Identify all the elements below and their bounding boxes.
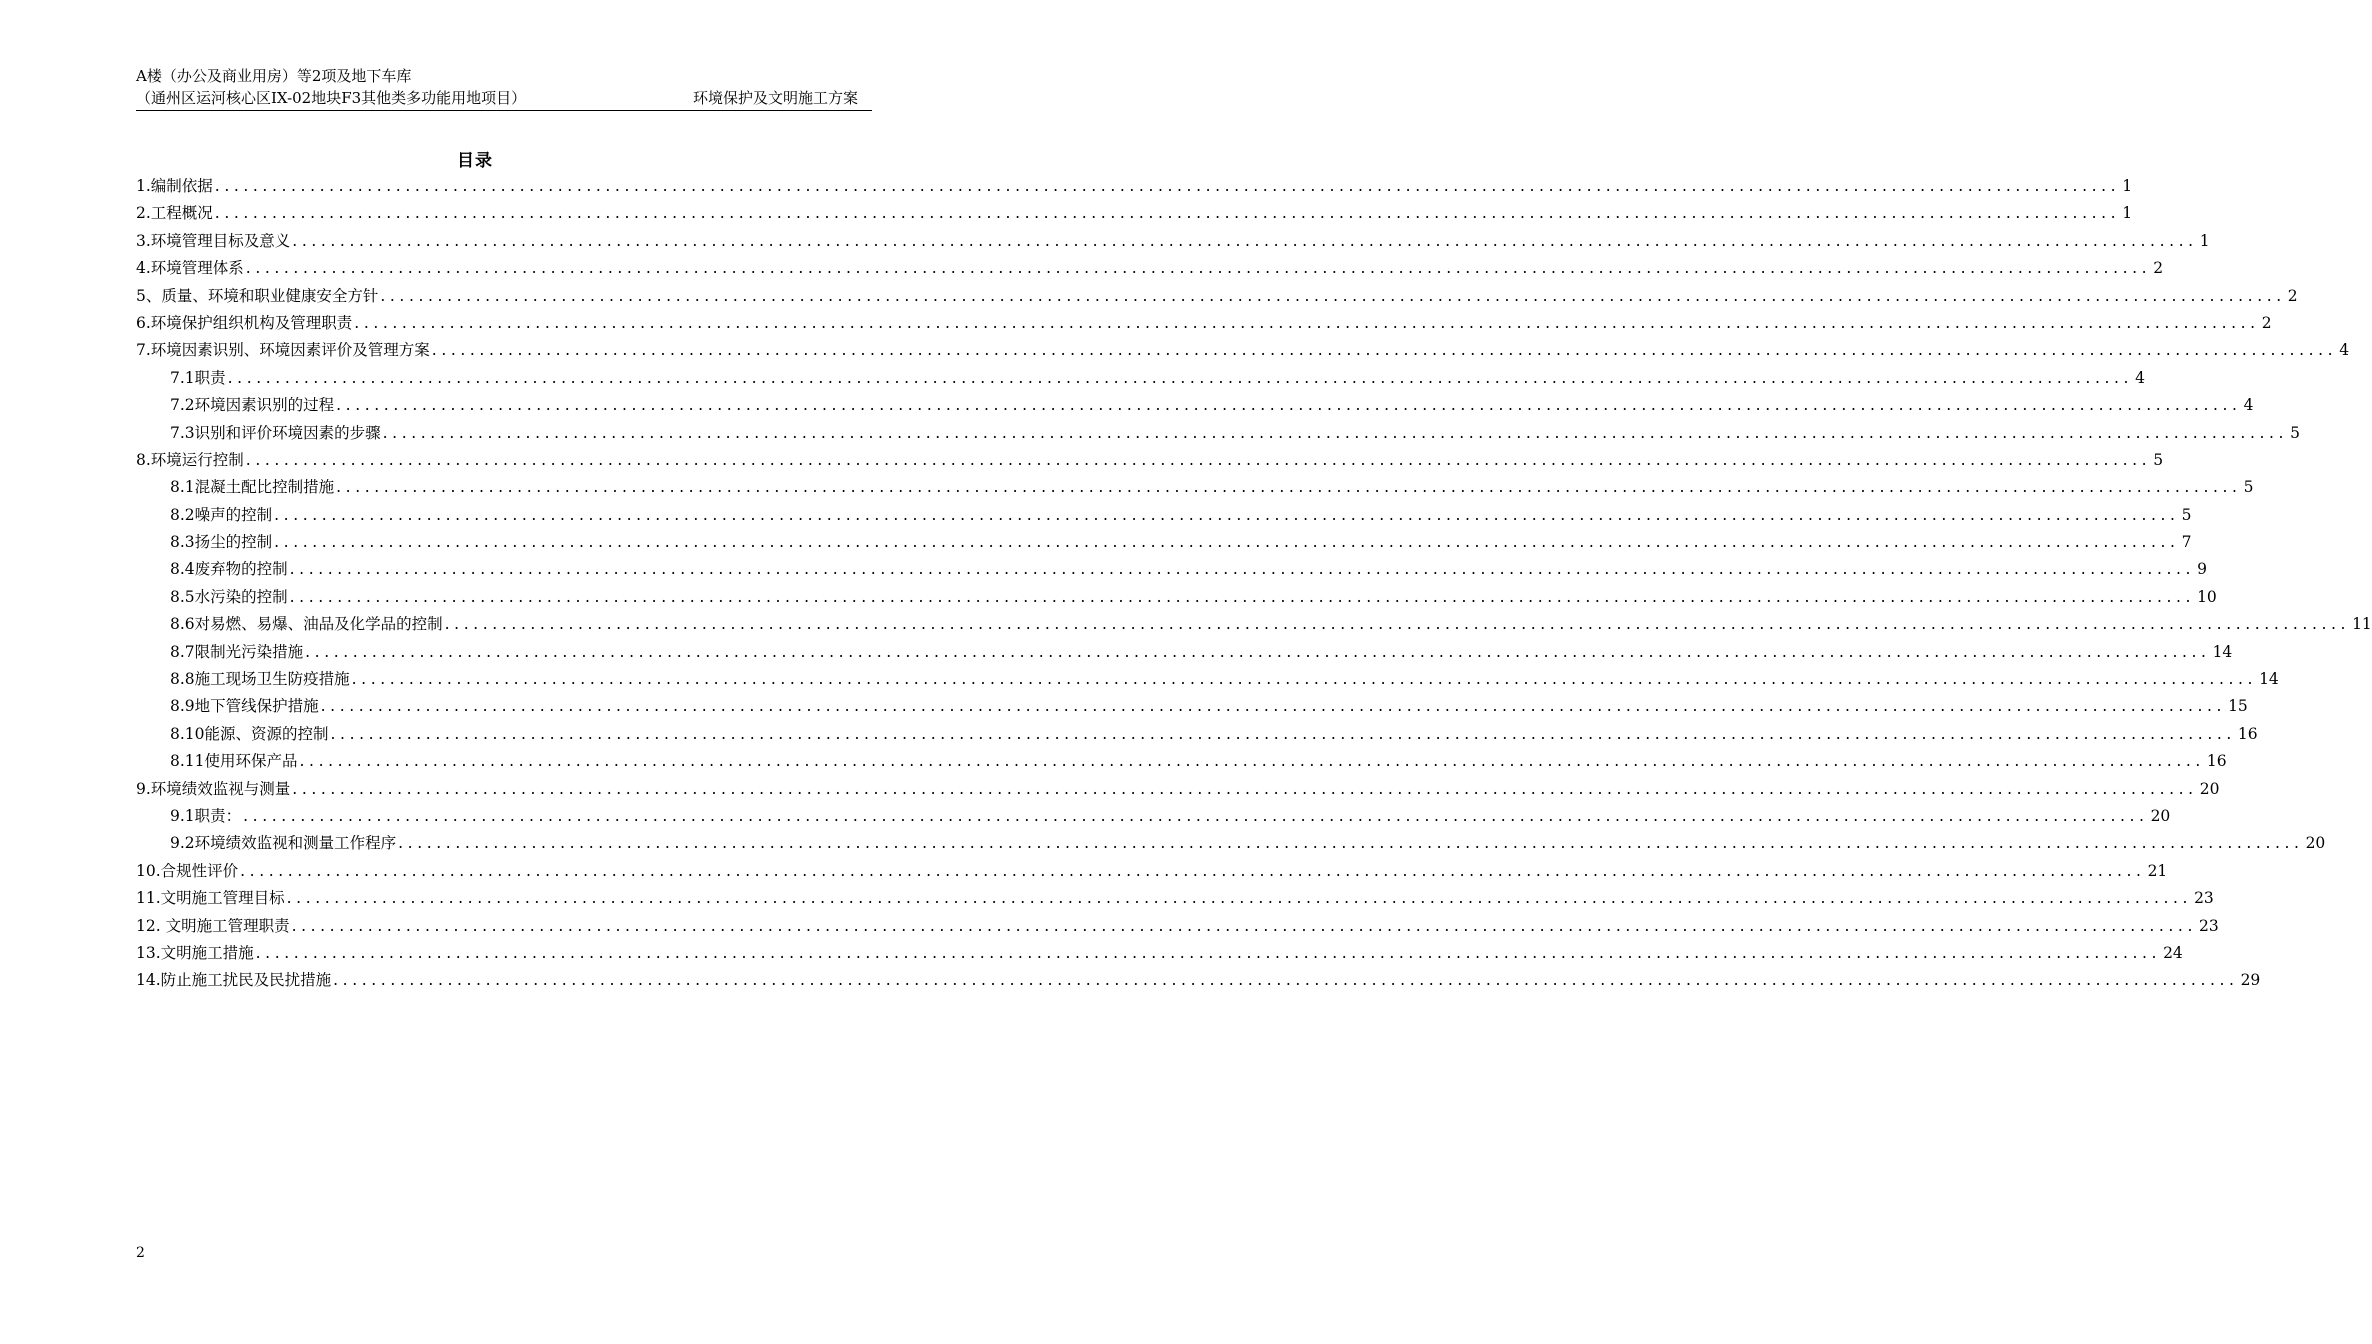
toc-entry-page-number: 1	[2199, 231, 2210, 250]
toc-dot-leader: ........................................................................................................................................................................................................	[351, 670, 2258, 689]
toc-dot-leader: ........................................................................................................................................................................................................	[320, 697, 2227, 716]
toc-entry[interactable]	[136, 803, 2171, 830]
toc-entry-label: 1.编制依据	[136, 177, 213, 195]
toc-dot-leader: ........................................................................................................................................................................................................	[245, 259, 2152, 278]
toc-entry[interactable]	[136, 337, 2350, 364]
toc-entry-label: 8.9地下管线保护措施	[170, 697, 319, 716]
toc-dot-leader: ........................................................................................................................................................................................................	[227, 368, 2134, 387]
toc-dot-leader: ........................................................................................................................................................................................................	[431, 341, 2338, 360]
toc-entry[interactable]	[136, 611, 2372, 638]
toc-entry[interactable]	[136, 666, 2279, 693]
header-project-subtitle: （通州区运河核心区IX-02地块F3其他类多功能用地项目）	[136, 89, 527, 107]
toc-entry-page-number: 23	[2198, 916, 2219, 935]
toc-entry-page-number: 5	[2181, 505, 2192, 524]
toc-dot-leader: ........................................................................................................................................................................................................	[336, 396, 2242, 415]
toc-entry[interactable]	[136, 858, 2168, 885]
toc-entry-label: 7.3识别和评价环境因素的步骤	[170, 423, 381, 442]
toc-entry-label: 9.环境绩效监视与测量	[136, 779, 291, 798]
toc-entry[interactable]	[136, 885, 2214, 912]
toc-entry-page-number: 20	[2199, 779, 2220, 798]
toc-entry[interactable]	[136, 173, 2133, 200]
toc-entry-page-number: 1	[2122, 204, 2133, 223]
toc-entry-label: 9.2环境绩效监视和测量工作程序	[170, 834, 397, 853]
toc-entry-page-number: 14	[2212, 642, 2233, 661]
toc-dot-leader: ........................................................................................................................................................................................................	[240, 861, 2146, 880]
toc-entry-page-number: 5	[2243, 478, 2254, 497]
toc-entry[interactable]	[136, 721, 2258, 748]
toc-entry-label: 8.1混凝土配比控制措施	[170, 478, 335, 497]
toc-entry-page-number: 23	[2194, 889, 2214, 908]
toc-dot-leader: ........................................................................................................................................................................................................	[274, 505, 2180, 524]
toc-entry-page-number: 16	[2206, 752, 2227, 771]
toc-entry[interactable]	[136, 967, 2261, 994]
toc-entry[interactable]	[136, 283, 2298, 310]
toc-entry-page-number: 2	[2261, 313, 2272, 332]
toc-entry-page-number: 7	[2181, 533, 2192, 552]
header-document-title: 环境保护及文明施工方案	[692, 89, 858, 107]
toc-dot-leader: ........................................................................................................................................................................................................	[274, 533, 2180, 552]
toc-entry[interactable]	[136, 940, 2183, 967]
toc-entry-label: 12. 文明施工管理职责	[136, 916, 290, 935]
toc-entry-page-number: 24	[2163, 943, 2183, 962]
toc-entry-page-number: 15	[2228, 697, 2248, 716]
toc-dot-leader: ........................................................................................................................................................................................................	[291, 916, 2197, 935]
toc-entry-page-number: 16	[2237, 724, 2258, 743]
toc-entry-label: 8.4废弃物的控制	[170, 560, 288, 579]
toc-entry-label: 8.5水污染的控制	[170, 587, 288, 606]
toc-entry-page-number: 29	[2240, 971, 2261, 990]
toc-entry-page-number: 14	[2259, 670, 2279, 689]
toc-entry-page-number: 2	[2153, 259, 2164, 278]
toc-dot-leader: ........................................................................................................................................................................................................	[444, 615, 2351, 634]
toc-entry[interactable]	[136, 529, 2192, 556]
toc-dot-leader: ........................................................................................................................................................................................................	[214, 204, 2121, 223]
table-of-contents	[136, 173, 2372, 995]
toc-dot-leader: ........................................................................................................................................................................................................	[382, 423, 2289, 442]
toc-entry[interactable]	[136, 693, 2248, 720]
toc-entry-label: 4.环境管理体系	[136, 259, 244, 278]
toc-entry-label: 6.环境保护组织机构及管理职责	[136, 313, 353, 332]
toc-entry[interactable]	[136, 830, 2326, 857]
toc-entry-page-number: 11	[2352, 615, 2372, 634]
toc-entry-label: 3.环境管理目标及意义	[136, 231, 291, 250]
toc-entry[interactable]	[136, 392, 2254, 419]
toc-entry-label: 7.环境因素识别、环境因素评价及管理方案	[136, 341, 430, 360]
toc-entry-label: 8.10能源、资源的控制	[170, 724, 329, 743]
toc-dot-leader: ........................................................................................................................................................................................................	[289, 560, 2196, 579]
toc-entry-label: 8.环境运行控制	[136, 450, 244, 469]
toc-entry[interactable]	[136, 420, 2300, 447]
toc-dot-leader: ........................................................................................................................................................................................................	[243, 806, 2149, 825]
toc-dot-leader: ........................................................................................................................................................................................................	[255, 943, 2162, 962]
toc-entry-page-number: 1	[2122, 177, 2133, 195]
toc-dot-leader: ........................................................................................................................................................................................................	[305, 642, 2211, 661]
toc-entry[interactable]	[136, 200, 2133, 227]
toc-entry[interactable]	[136, 639, 2233, 666]
toc-entry-page-number: 5	[2290, 423, 2300, 442]
toc-entry[interactable]	[136, 474, 2254, 501]
toc-entry-label: 11.文明施工管理目标	[136, 889, 285, 908]
toc-entry-label: 14.防止施工扰民及民扰措施	[136, 971, 332, 990]
toc-dot-leader: ........................................................................................................................................................................................................	[333, 971, 2239, 990]
toc-entry[interactable]	[136, 776, 2220, 803]
toc-entry-label: 8.8施工现场卫生防疫措施	[170, 670, 350, 689]
toc-dot-leader: ........................................................................................................................................................................................................	[289, 587, 2196, 606]
toc-title: 目录	[457, 151, 493, 171]
toc-entry-label: 7.2环境因素识别的过程	[170, 396, 335, 415]
toc-entry-label: 8.2噪声的控制	[170, 505, 273, 524]
toc-entry-page-number: 4	[2339, 341, 2350, 360]
toc-dot-leader: ........................................................................................................................................................................................................	[245, 450, 2152, 469]
toc-dot-leader: ........................................................................................................................................................................................................	[354, 313, 2260, 332]
toc-entry[interactable]	[136, 913, 2219, 940]
toc-entry-label: 9.1职责：	[170, 806, 242, 825]
toc-entry-label: 7.1职责	[170, 368, 226, 387]
toc-dot-leader: ........................................................................................................................................................................................................	[330, 724, 2236, 743]
toc-entry[interactable]	[136, 502, 2192, 529]
toc-entry-label: 8.7限制光污染措施	[170, 642, 304, 661]
toc-entry[interactable]	[136, 365, 2145, 392]
toc-entry-label: 8.3扬尘的控制	[170, 533, 273, 552]
toc-entry[interactable]	[136, 310, 2272, 337]
toc-dot-leader: ........................................................................................................................................................................................................	[398, 834, 2304, 853]
header-project-title: A楼（办公及商业用房）等2项及地下车库	[136, 67, 412, 85]
toc-entry[interactable]	[136, 584, 2217, 611]
page-number: 2	[136, 1245, 145, 1261]
toc-entry-label: 13.文明施工措施	[136, 943, 254, 962]
toc-entry-label: 5、质量、环境和职业健康安全方针	[136, 286, 379, 305]
toc-dot-leader: ........................................................................................................................................................................................................	[214, 177, 2121, 195]
toc-dot-leader: ........................................................................................................................................................................................................	[292, 779, 2198, 798]
toc-entry-label: 2.工程概况	[136, 204, 213, 223]
toc-entry-label: 8.11使用环保产品	[170, 752, 298, 771]
toc-entry-page-number: 4	[2243, 396, 2254, 415]
toc-entry-page-number: 2	[2287, 286, 2298, 305]
toc-dot-leader: ........................................................................................................................................................................................................	[380, 286, 2286, 305]
toc-entry[interactable]	[136, 447, 2164, 474]
toc-dot-leader: ........................................................................................................................................................................................................	[286, 889, 2193, 908]
toc-entry-page-number: 21	[2147, 861, 2168, 880]
toc-dot-leader: ........................................................................................................................................................................................................	[336, 478, 2242, 497]
toc-entry-label: 8.6对易燃、易爆、油品及化学品的控制	[170, 615, 443, 634]
toc-entry-page-number: 4	[2135, 368, 2145, 387]
toc-entry[interactable]	[136, 228, 2210, 255]
toc-entry-label: 10.合规性评价	[136, 861, 239, 880]
toc-dot-leader: ........................................................................................................................................................................................................	[292, 231, 2198, 250]
toc-entry-page-number: 9	[2197, 560, 2207, 579]
toc-entry-page-number: 20	[2150, 806, 2171, 825]
toc-entry[interactable]	[136, 556, 2207, 583]
toc-entry[interactable]	[136, 748, 2227, 775]
toc-entry-page-number: 20	[2305, 834, 2326, 853]
toc-dot-leader: ........................................................................................................................................................................................................	[299, 752, 2205, 771]
toc-entry-page-number: 10	[2197, 587, 2217, 606]
toc-entry-page-number: 5	[2153, 450, 2164, 469]
toc-entry[interactable]	[136, 255, 2164, 282]
page-header	[136, 64, 872, 111]
